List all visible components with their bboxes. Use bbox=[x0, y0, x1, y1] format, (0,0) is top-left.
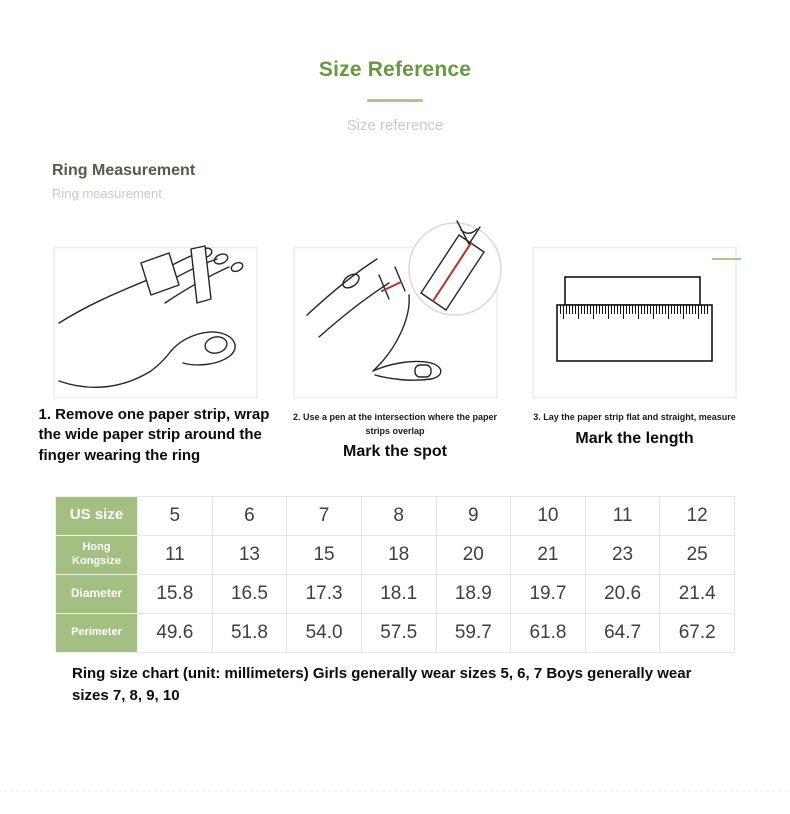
size-value-cell: 5 bbox=[138, 496, 213, 535]
page-title: Size Reference bbox=[318, 58, 472, 81]
hand-with-paper-strip-icon bbox=[53, 219, 258, 399]
size-value-cell: 12 bbox=[660, 496, 735, 535]
size-value-cell: 20.6 bbox=[585, 574, 660, 613]
decorative-line bbox=[712, 258, 741, 260]
row-header-cell: Hong Kongsize bbox=[56, 535, 138, 574]
size-value-cell: 6 bbox=[212, 496, 287, 535]
table-row bbox=[56, 535, 735, 574]
size-value-cell: 7 bbox=[287, 496, 362, 535]
size-value-cell: 21 bbox=[511, 535, 586, 574]
size-value-cell: 18 bbox=[361, 535, 436, 574]
section-heading: Ring Measurement bbox=[52, 162, 196, 179]
row-header-cell: Perimeter bbox=[56, 613, 138, 652]
page-subtitle: Size reference bbox=[346, 117, 444, 134]
size-value-cell: 20 bbox=[436, 535, 511, 574]
size-value-cell: 18.1 bbox=[361, 574, 436, 613]
size-value-cell: 9 bbox=[436, 496, 511, 535]
size-value-cell: 8 bbox=[361, 496, 436, 535]
size-value-cell: 11 bbox=[138, 535, 213, 574]
size-value-cell: 54.0 bbox=[287, 613, 362, 652]
section-header bbox=[52, 162, 790, 201]
size-value-cell: 57.5 bbox=[361, 613, 436, 652]
table-row bbox=[56, 496, 735, 535]
pen-marking-overlap-icon bbox=[293, 219, 498, 399]
title-divider bbox=[367, 99, 423, 102]
size-value-cell: 19.7 bbox=[511, 574, 586, 613]
step-1-caption: 1. Remove one paper strip, wrap the wide paper strip around the finger wearing the ring bbox=[38, 406, 270, 464]
step-1 bbox=[38, 219, 270, 466]
size-value-cell: 61.8 bbox=[511, 613, 586, 652]
table-row bbox=[56, 574, 735, 613]
step-3-label: Mark the length bbox=[575, 429, 694, 447]
size-value-cell: 23 bbox=[585, 535, 660, 574]
size-value-cell: 59.7 bbox=[436, 613, 511, 652]
row-header-cell: US size bbox=[56, 496, 138, 535]
size-chart-footnote: Ring size chart (unit: millimeters) Girls generally wear sizes 5, 6, 7 Boys generally wear sizes 7, 8, 9, 10 bbox=[72, 664, 692, 704]
size-value-cell: 17.3 bbox=[287, 574, 362, 613]
section-subheading: Ring measurement bbox=[52, 186, 162, 201]
size-value-cell: 15.8 bbox=[138, 574, 213, 613]
measurement-steps bbox=[0, 219, 790, 466]
size-value-cell: 10 bbox=[511, 496, 586, 535]
size-value-cell: 15 bbox=[287, 535, 362, 574]
row-header-cell: Diameter bbox=[56, 574, 138, 613]
ring-size-table bbox=[55, 496, 735, 653]
size-value-cell: 18.9 bbox=[436, 574, 511, 613]
size-value-cell: 67.2 bbox=[660, 613, 735, 652]
size-value-cell: 16.5 bbox=[212, 574, 287, 613]
step-3-note: 3. Lay the paper strip flat and straight, measure bbox=[533, 412, 736, 422]
next-image-edge-texture bbox=[0, 790, 790, 792]
table-row bbox=[56, 613, 735, 652]
size-value-cell: 13 bbox=[212, 535, 287, 574]
size-value-cell: 11 bbox=[585, 496, 660, 535]
size-value-cell: 21.4 bbox=[660, 574, 735, 613]
step-3 bbox=[532, 219, 737, 466]
step-2-label: Mark the spot bbox=[342, 443, 447, 460]
size-value-cell: 25 bbox=[660, 535, 735, 574]
step-2-note: 2. Use a pen at the intersection where the paper strips overlap bbox=[292, 412, 498, 436]
size-table-body bbox=[56, 496, 735, 652]
size-value-cell: 51.8 bbox=[212, 613, 287, 652]
size-value-cell: 49.6 bbox=[138, 613, 213, 652]
size-value-cell: 64.7 bbox=[585, 613, 660, 652]
step-2 bbox=[293, 219, 498, 466]
ruler-measuring-icon bbox=[532, 219, 737, 399]
